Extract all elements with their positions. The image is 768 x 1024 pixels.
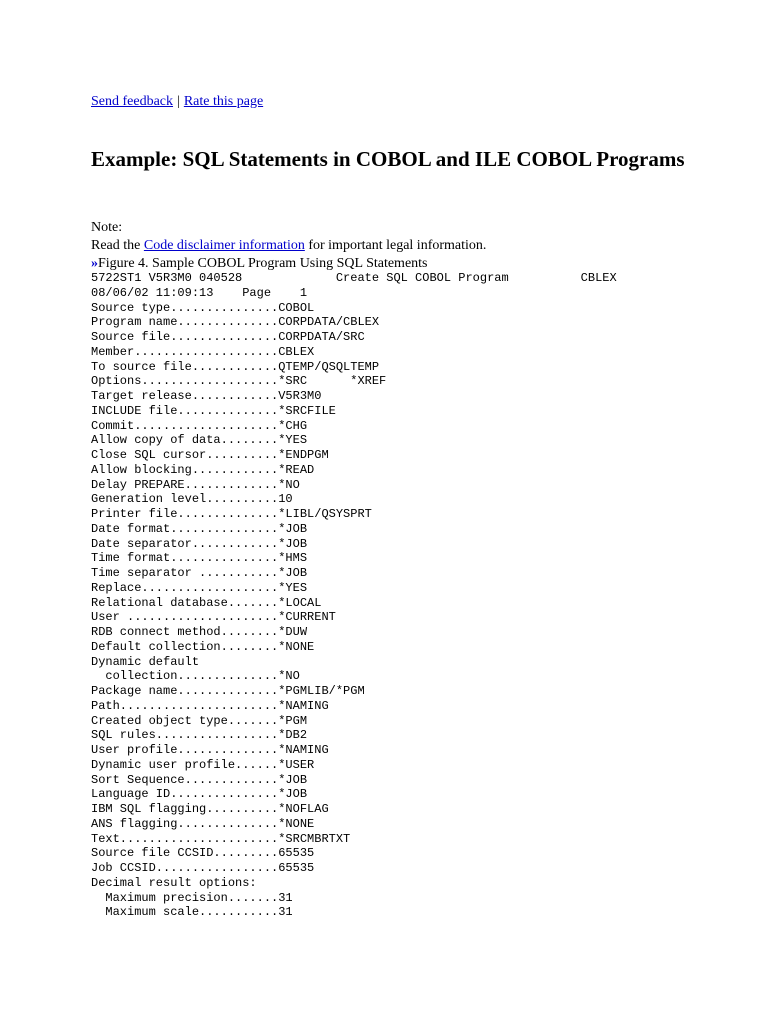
listing-line: ANS flagging..............*NONE <box>91 816 315 831</box>
double-chevron-right-icon: » <box>91 256 95 271</box>
listing-line: Created object type.......*PGM <box>91 713 308 728</box>
listing-line: Delay PREPARE.............*NO <box>91 477 300 492</box>
listing-line: Replace...................*YES <box>91 580 308 595</box>
listing-line: User .....................*CURRENT <box>91 610 336 625</box>
listing-line: Source file...............CORPDATA/SRC <box>91 330 365 344</box>
listing-line: Decimal result options: <box>91 875 257 890</box>
listing-line: IBM SQL flagging..........*NOFLAG <box>91 802 329 816</box>
listing-line: 08/06/02 11:09:13 Page 1 <box>91 285 308 300</box>
listing-line: Time format...............*HMS <box>91 551 308 566</box>
listing-line: RDB connect method........*DUW <box>91 625 308 639</box>
listing-line: Allow copy of data........*YES <box>91 433 308 448</box>
listing-line: Time separator ...........*JOB <box>91 566 308 580</box>
listing-line: 5722ST1 V5R3M0 040528 Create SQL COBOL Program CBLEX <box>91 271 617 285</box>
listing-line: Date format...............*JOB <box>91 521 308 536</box>
listing-line: Path......................*NAMING <box>91 698 329 713</box>
note-label: Note: <box>91 220 123 235</box>
listing-line: Job CCSID.................65535 <box>91 861 315 875</box>
listing-line: Target release............V5R3M0 <box>91 389 322 403</box>
listing-line: To source file............QTEMP/QSQLTEMP <box>91 359 380 374</box>
code-disclaimer-link[interactable]: Code disclaimer information <box>143 238 305 253</box>
listing-line: Language ID...............*JOB <box>91 787 308 802</box>
listing-line: Dynamic default <box>91 654 200 669</box>
listing-line: Maximum scale...........31 <box>91 905 293 920</box>
note-text-before: Read the <box>91 238 144 253</box>
listing-line: SQL rules.................*DB2 <box>91 728 308 743</box>
page-title: Example: SQL Statements in COBOL and ILE COBOL Programs <box>91 147 685 171</box>
listing-line: Options...................*SRC *XREF <box>91 374 387 389</box>
listing-line: INCLUDE file..............*SRCFILE <box>91 403 336 418</box>
listing-line: Default collection........*NONE <box>91 639 315 654</box>
listing-line: Generation level..........10 <box>91 492 293 507</box>
listing-line: Program name..............CORPDATA/CBLEX <box>91 315 380 330</box>
listing-line: Member....................CBLEX <box>91 344 315 359</box>
listing-line: Source file CCSID.........65535 <box>91 846 315 861</box>
note-text <box>91 237 486 255</box>
listing-line: Sort Sequence.............*JOB <box>91 772 308 787</box>
code-listing <box>91 271 617 920</box>
listing-line: Source type...............COBOL <box>91 300 315 315</box>
listing-line: Text......................*SRCMBRTXT <box>91 831 351 846</box>
rate-page-link[interactable]: Rate this page <box>183 94 264 109</box>
listing-line: User profile..............*NAMING <box>91 743 329 757</box>
listing-line: Printer file..............*LIBL/QSYSPRT <box>91 507 372 521</box>
feedback-bar <box>91 93 263 111</box>
listing-line: Close SQL cursor..........*ENDPGM <box>91 448 329 462</box>
note-block <box>91 219 486 255</box>
listing-line: collection..............*NO <box>91 669 300 684</box>
note-text-after: for important legal information. <box>304 238 487 253</box>
link-separator: | <box>177 94 180 109</box>
listing-line: Relational database.......*LOCAL <box>91 595 322 610</box>
listing-line: Date separator............*JOB <box>91 536 308 551</box>
figure-caption-text: Figure 4. Sample COBOL Program Using SQL Statements <box>98 256 428 271</box>
listing-line: Dynamic user profile......*USER <box>91 757 315 772</box>
listing-line: Maximum precision.......31 <box>91 890 293 905</box>
listing-line: Package name..............*PGMLIB/*PGM <box>91 684 365 698</box>
send-feedback-link[interactable]: Send feedback <box>91 94 174 109</box>
listing-line: Allow blocking............*READ <box>91 462 315 477</box>
listing-line: Commit....................*CHG <box>91 418 308 433</box>
